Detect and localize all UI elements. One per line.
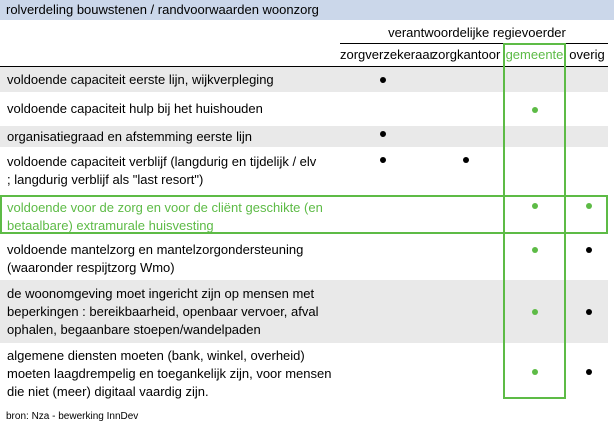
mark-dot-zorgkantoor [463,157,469,163]
mark-dot-zorgverzekeraar [380,77,386,83]
mark-dot-gemeente [532,369,538,375]
mark-dot-zorgverzekeraar [380,157,386,163]
table-row [0,280,608,343]
mark-dot-overig [586,203,592,209]
column-header-zorgverzekeraar: zorgverzekeraar [340,47,434,62]
row-label: voldoende capaciteit eerste lijn, wijkverpleging [7,72,274,87]
mark-dot-gemeente [532,309,538,315]
table-row [0,92,608,126]
mark-dot-gemeente [532,247,538,253]
row-label: voldoende capaciteit verblijf (langdurig en tijdelijk / elv ; langdurig verblijf als "last resort") [7,154,317,187]
column-header-zorgkantoor: zorgkantoor [431,47,501,62]
table-row-highlighted [0,195,608,234]
mark-dot-gemeente [532,107,538,113]
group-header-rule [340,43,608,44]
row-label: voldoende voor de zorg en voor de cliënt geschikte (en betaalbare) extramurale huisvesting [7,200,323,233]
row-label: voldoende capaciteit hulp bij het huishouden [7,101,263,116]
mark-dot-overig [586,309,592,315]
row-label: voldoende mantelzorg en mantelzorgondersteuning (waaronder respijtzorg Wmo) [7,242,304,275]
mark-dot-gemeente [532,203,538,209]
table-row [0,343,608,401]
group-header: verantwoordelijke regievoerder [388,25,566,40]
mark-dot-overig [586,369,592,375]
mark-dot-zorgverzekeraar [380,131,386,137]
table-row [0,126,608,147]
mark-dot-overig [586,247,592,253]
table-row [0,67,608,92]
row-label: de woonomgeving moet ingericht zijn op mensen met beperkingen : bereikbaarheid, openbaar vervoer, afval ophalen, begaanbare stoepen/wandelpaden [7,286,319,337]
column-header-gemeente: gemeente [505,47,564,62]
column-header-overig: overig [569,47,605,62]
table-row [0,236,608,280]
row-label: algemene diensten moeten (bank, winkel, overheid) moeten laagdrempelig en toegankelijk zijn, voor mensen die niet (meer) digitaal vaardig zijn. [7,348,332,399]
table-row [0,147,608,194]
table-title: rolverdeling bouwstenen / randvoorwaarden woonzorg [0,0,614,20]
row-label: organisatiegraad en afstemming eerste lijn [7,129,252,144]
source-note: bron: Nza - bewerking InnDev [6,411,139,422]
